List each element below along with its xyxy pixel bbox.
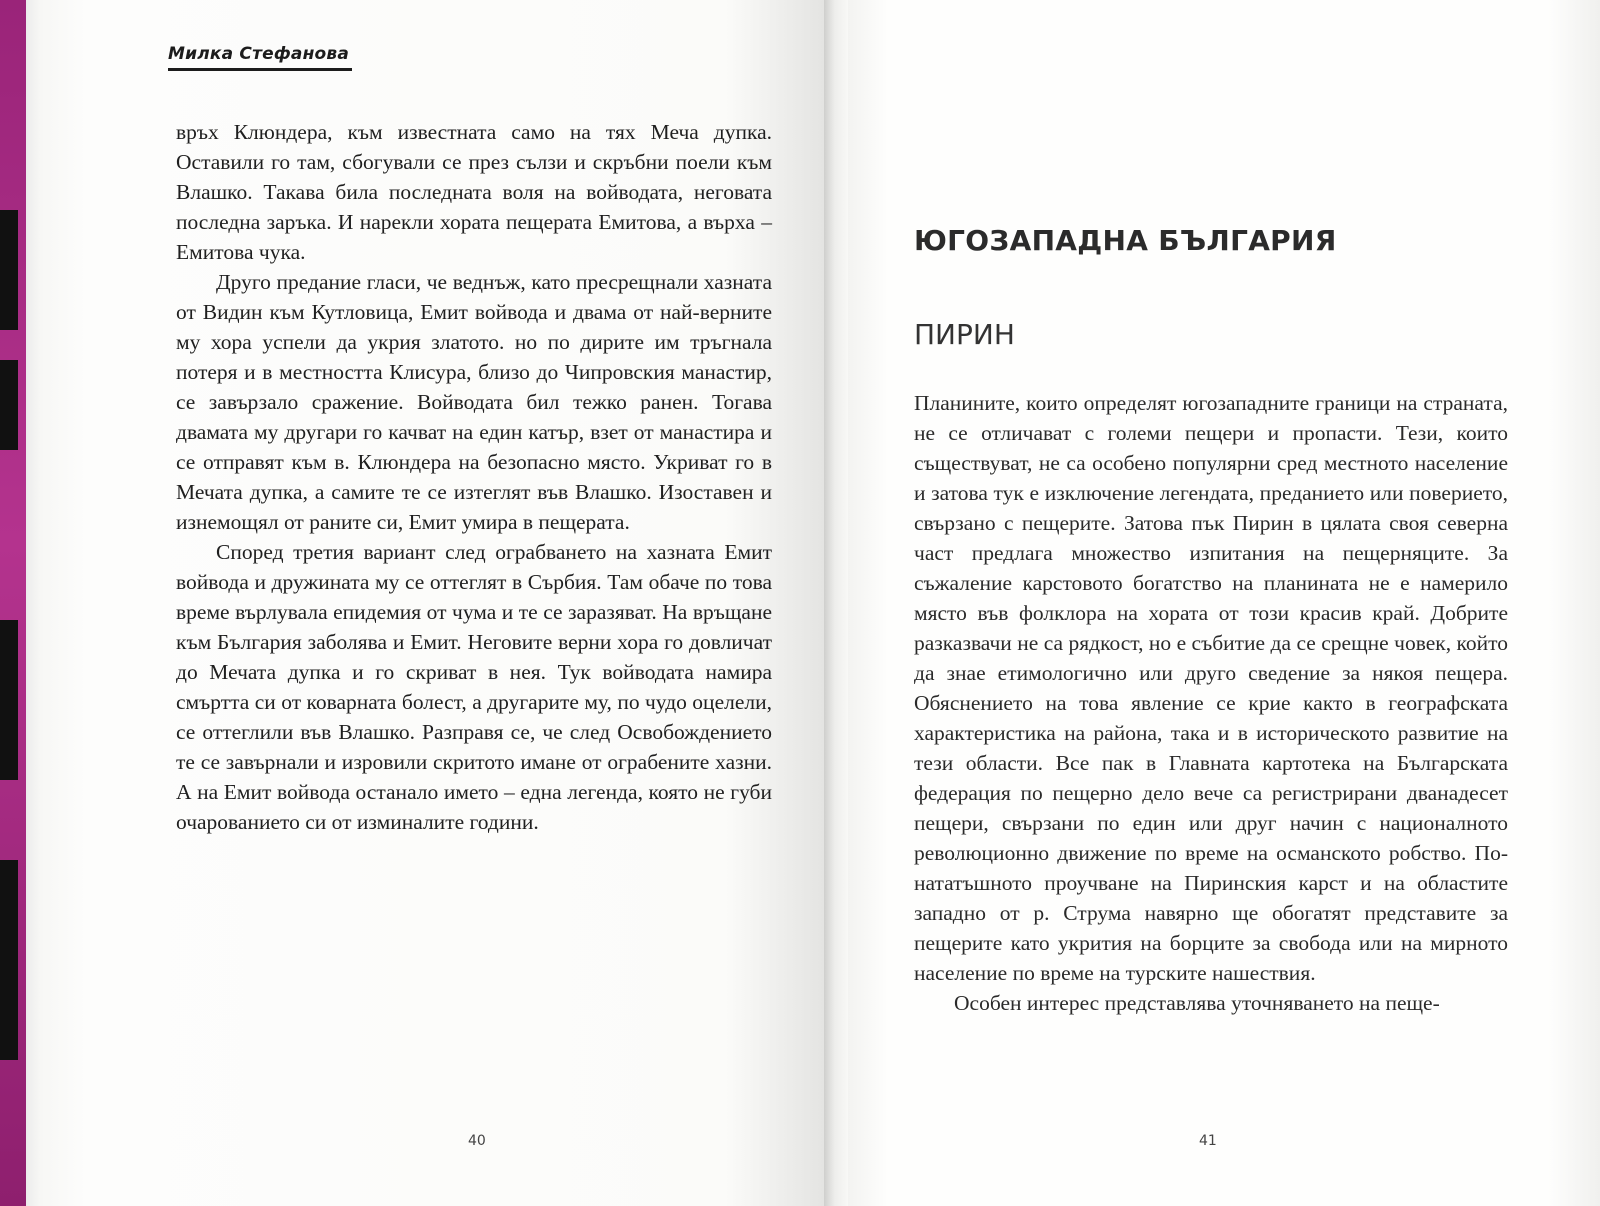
paragraph: връх Клюндера, към известната само на тях Меча дупка. Оставили го там, сбогували се през сълзи и скръбни поели към Влашко. Такава била последната воля на войводата, неговата последна заръка. И нарекли хората пещерата Емитова, а върха – Емитова чука. — [176, 120, 772, 264]
cover-dark-band — [0, 360, 18, 450]
chapter-title: ЮГОЗАПАДНА БЪЛГАРИЯ — [914, 224, 1337, 257]
running-head-author: Милка Стефанова — [168, 44, 350, 64]
cover-dark-band — [0, 620, 18, 780]
cover-dark-band — [0, 860, 18, 1060]
right-page-body — [914, 388, 1508, 1018]
cover-dark-band — [0, 210, 18, 330]
book-cover-edge — [0, 0, 26, 1206]
page-number-left: 40 — [468, 1133, 486, 1149]
paragraph: Особен интерес представлява уточняването на пеще- — [954, 991, 1440, 1015]
page-number-right: 41 — [1199, 1133, 1217, 1149]
paragraph: Планините, които определят югозападните граници на страната, не се отличават с големи пещери и пропасти. Тези, които съществуват, не са особено популярни сред местното население и затова тук е изключение легендата, преданието или поверието, свързано с пещерите. Затова пък Пирин в цялата своя северна част предлага множество изпитания на пещерняците. За съжаление карстовото богатство на планината не е намерило място във фолклора на хората от този красив край. Добрите разказвачи не са рядкост, но е събитие да се срещне човек, който да знае етимологично или друго сведение за някоя пещера. Обяснението на това явление се крие както в географската характеристика на района, така и в историческото развитие на тези области. Все пак в Главната картотека на Българската федерация по пещерно дело вече са регистрирани дванадесет пещери, свързани по един или друг начин с националното революционно движение по време на османското робство. По-нататъшното проучване на Пиринския карст и на областите западно от р. Струма навярно ще обогатят представите за пещерите като укрития на борците за свобода или на мирното население по време на турските нашествия. — [914, 391, 1508, 985]
section-title: ПИРИН — [914, 318, 1015, 351]
paragraph: Друго предание гласи, че веднъж, като пресрещнали хазната от Видин към Кутловица, Емит войвода и двама от най-верните му хора успели да укрия златото. но по дирите им тръгнала потеря и в местността Клисура, близо до Чипровския манастир, се завързало сражение. Войводата бил тежко ранен. Тогава двамата му другари го качват на един катър, взет от манастира и се отправят към в. Клюндера на безопасно място. Укриват го в Мечата дупка, а самите те се изтеглят във Влашко. Изоставен и изнемощял от раните си, Емит умира в пещерата. — [176, 270, 772, 534]
running-head-rule — [168, 68, 352, 71]
paragraph: Според третия вариант след ограбването на хазната Емит войвода и дружината му се оттеглят в Сърбия. Там обаче по това време върлувала епидемия от чума и те се заразяват. На връщане към България заболява и Емит. Неговите верни хора го довличат до Мечата дупка и го скриват в нея. Тук войводата намира смъртта си от коварната болест, а другарите му, по чудо оцелели, се оттеглили във Влашко. Разправя се, че след Освобождението те се завърнали и изровили скритото имане от ограбените хазни. А на Емит войвода останало името – една легенда, която не губи очарованието си от изминалите години. — [176, 540, 772, 834]
left-page-body — [176, 117, 772, 837]
book-gutter — [824, 0, 848, 1206]
